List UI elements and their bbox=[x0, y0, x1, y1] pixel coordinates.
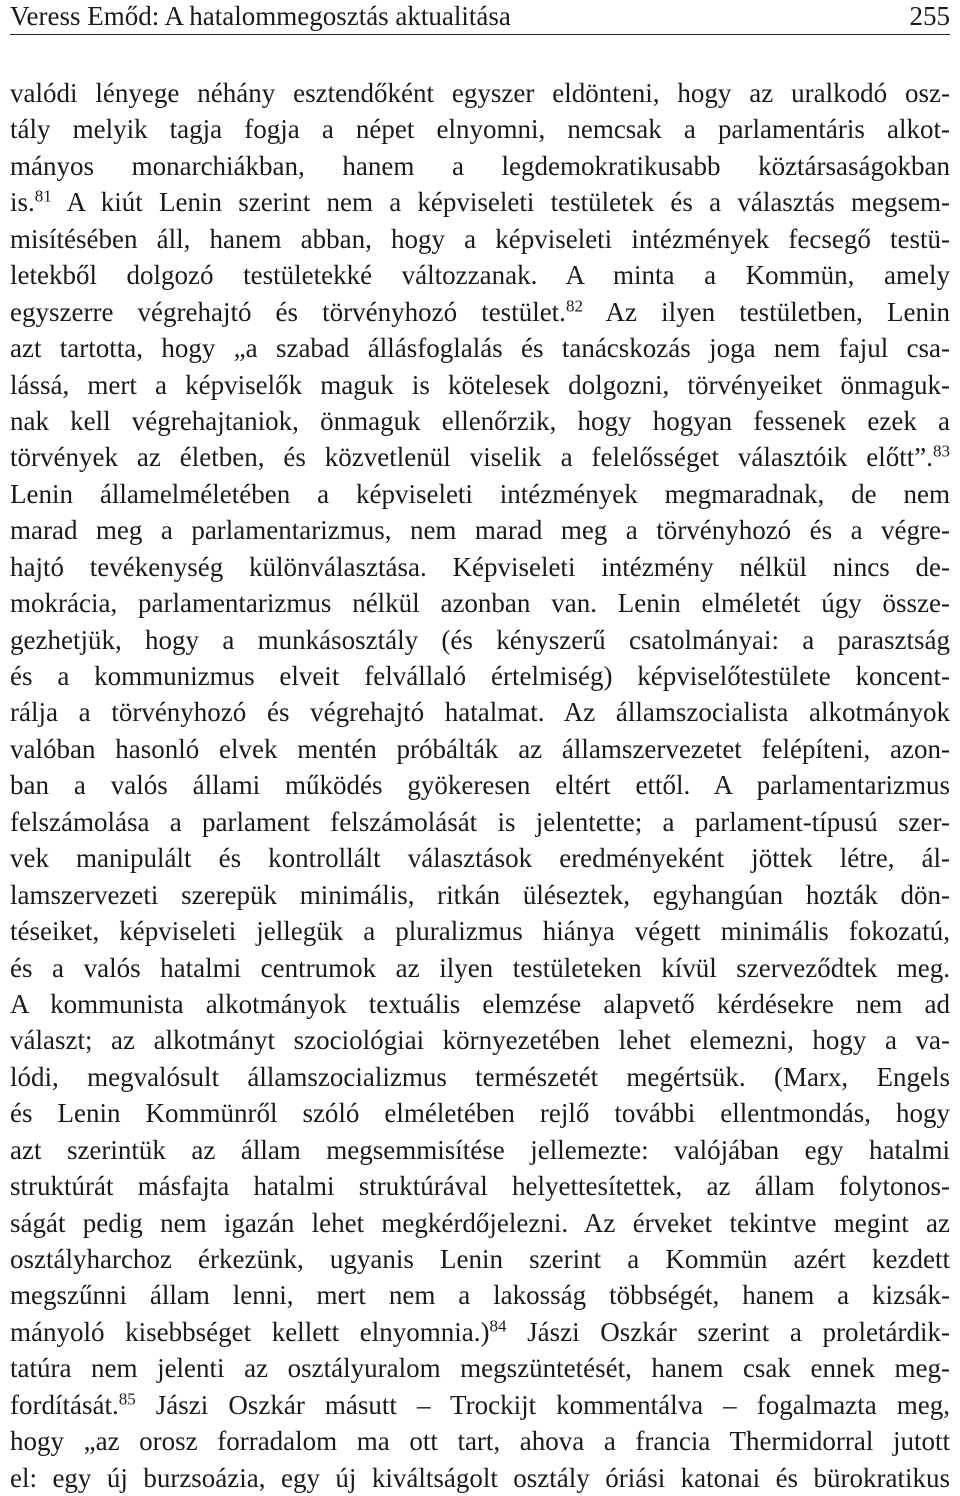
text-run: lódi, megvalósult államszocializmus természetét megértsük. (Marx, Engels bbox=[10, 1061, 950, 1092]
text-line bbox=[10, 1460, 950, 1496]
text-run: téseiket, képviseleti jellegük a pluralizmus hiánya végett minimális fokozatú, bbox=[10, 916, 950, 947]
text-line bbox=[10, 731, 950, 767]
text-run: hogy „az orosz forradalom ma ott tart, ahova a francia Thermidorral jutott bbox=[10, 1426, 950, 1457]
text-run: is. bbox=[10, 187, 35, 218]
text-line bbox=[10, 913, 950, 949]
text-run: Lenin államelméletében a képviseleti intézmények megmaradnak, de nem bbox=[10, 478, 950, 509]
text-run: és Lenin Kommünről szóló elméletében rejlő további ellentmondás, hogy bbox=[10, 1098, 950, 1129]
text-run: és a kommunizmus elveit felvállaló értelmiség) képviselőtestülete koncent- bbox=[10, 661, 950, 691]
text-run: törvények az életben, és közvetlenül viselik a felelősséget választóik előtt”. bbox=[10, 442, 933, 473]
footnote-reference: 84 bbox=[489, 1316, 507, 1336]
footnote-reference: 82 bbox=[565, 296, 583, 316]
text-run: Az ilyen testületben, Lenin bbox=[582, 296, 950, 327]
text-line bbox=[10, 1168, 950, 1204]
text-line bbox=[10, 439, 950, 475]
text-line bbox=[10, 549, 950, 585]
text-run: osztályharchoz érkezünk, ugyanis Lenin szerint a Kommün azért kezdett bbox=[10, 1244, 950, 1274]
text-run: rálja a törvényhozó és végrehajtó hatalmat. Az államszocialista alkotmányok bbox=[10, 697, 950, 728]
text-run: valódi lényege néhány esztendőként egyszer eldönteni, hogy az uralkodó osz- bbox=[10, 78, 950, 108]
text-line bbox=[10, 476, 950, 512]
text-line bbox=[10, 1095, 950, 1131]
text-run: lássá, mert a képviselők maguk is kötelesek dolgozni, törvényeiket önmaguk- bbox=[10, 369, 950, 400]
text-line bbox=[10, 184, 950, 220]
text-run: mányos monarchiákban, hanem a legdemokratikusabb köztársaságokban bbox=[10, 150, 950, 181]
text-line bbox=[10, 1387, 950, 1423]
text-line bbox=[10, 804, 950, 840]
text-run: választ; az alkotmányt szociológiai környezetében lehet elemezni, hogy a va- bbox=[10, 1025, 950, 1056]
text-line bbox=[10, 658, 950, 694]
text-run: vek manipulált és kontrollált választások eredményeként jöttek létre, ál- bbox=[10, 843, 950, 874]
text-run: misítésében áll, hanem abban, hogy a képviseleti intézmények fecsegő testü- bbox=[10, 223, 950, 254]
text-run: Jászi Oszkár másutt – Trockijt kommentálva – fogalmazta meg, bbox=[135, 1389, 950, 1420]
text-run: ban a valós állami működés gyökeresen eltért ettől. A parlamentarizmus bbox=[10, 770, 950, 801]
text-line bbox=[10, 330, 950, 366]
text-line bbox=[10, 694, 950, 730]
text-line bbox=[10, 148, 950, 184]
text-line bbox=[10, 585, 950, 621]
text-line bbox=[10, 1059, 950, 1095]
text-run: mokrácia, parlamentarizmus nélkül azonban van. Lenin elméletét úgy össze- bbox=[10, 588, 950, 619]
text-run: megszűnni állam lenni, mert nem a lakosság többségét, hanem a kizsák- bbox=[10, 1280, 950, 1311]
text-line bbox=[10, 512, 950, 548]
text-run: el: egy új burzsoázia, egy új kiváltságolt osztály óriási katonai és bürokratikus bbox=[10, 1462, 950, 1493]
text-run: egyszerre végrehajtó és törvényhozó testület. bbox=[10, 296, 566, 327]
text-line bbox=[10, 1241, 950, 1277]
text-line bbox=[10, 1277, 950, 1313]
text-run: tály melyik tagja fogja a népet elnyomni, nemcsak a parlamentáris alkot- bbox=[10, 114, 950, 145]
text-line bbox=[10, 767, 950, 803]
text-run: valóban hasonló elvek mentén próbálták az államszervezetet felépíteni, azon- bbox=[10, 733, 950, 764]
page-header bbox=[10, 0, 950, 35]
text-run: A kommunista alkotmányok textuális elemzése alapvető kérdésekre nem ad bbox=[10, 988, 950, 1019]
text-line bbox=[10, 1132, 950, 1168]
text-run: struktúrát másfajta hatalmi struktúrával helyettesítettek, az állam folytonos- bbox=[10, 1171, 950, 1202]
text-line bbox=[10, 986, 950, 1022]
text-run: marad meg a parlamentarizmus, nem marad meg a törvényhozó és a végre- bbox=[10, 515, 950, 546]
text-line bbox=[10, 367, 950, 403]
running-head: Veress Emőd: A hatalommegosztás aktualitása bbox=[10, 1, 511, 31]
text-run: azt tartotta, hogy „a szabad állásfoglalás és tanácskozás joga nem fajul csa- bbox=[10, 333, 950, 364]
footnote-reference: 83 bbox=[933, 442, 950, 462]
text-run: mányoló kisebbséget kellett elnyomnia.) bbox=[10, 1316, 490, 1347]
text-line bbox=[10, 75, 950, 111]
text-line bbox=[10, 1423, 950, 1459]
text-run: és a valós hatalmi centrumok az ilyen testületeken kívül szerveződtek meg. bbox=[10, 952, 950, 983]
text-line bbox=[10, 840, 950, 876]
body-paragraph bbox=[10, 75, 950, 1496]
text-line bbox=[10, 1350, 950, 1386]
text-line bbox=[10, 1022, 950, 1058]
text-run: nak kell végrehajtaniok, önmaguk ellenőrzik, hogy hogyan fessenek ezek a bbox=[10, 405, 950, 436]
text-line bbox=[10, 257, 950, 293]
text-line bbox=[10, 403, 950, 439]
text-run: gezhetjük, hogy a munkásosztály (és kényszerű csatolmányai: a parasztság bbox=[10, 624, 950, 655]
text-line bbox=[10, 294, 950, 330]
text-run: Jászi Oszkár szerint a proletárdik- bbox=[506, 1316, 950, 1347]
text-line bbox=[10, 877, 950, 913]
text-run: letekből dolgozó testületekké változzanak. A minta a Kommün, amely bbox=[10, 260, 950, 291]
text-run: hajtó tevékenység különválasztása. Képviseleti intézmény nélkül nincs de- bbox=[10, 551, 950, 582]
text-line bbox=[10, 1314, 950, 1350]
text-run: ságát pedig nem igazán lehet megkérdőjelezni. Az érveket tekintve megint az bbox=[10, 1207, 950, 1238]
text-run: fordítását. bbox=[10, 1389, 119, 1420]
text-run: azt szerintük az állam megsemmisítése jellemezte: valójában egy hatalmi bbox=[10, 1134, 950, 1165]
text-line bbox=[10, 221, 950, 257]
footnote-reference: 85 bbox=[118, 1389, 136, 1409]
text-run: felszámolása a parlament felszámolását is jelentette; a parlament-típusú szer- bbox=[10, 806, 950, 837]
page-number: 255 bbox=[909, 1, 950, 31]
text-run: lamszervezeti szerepük minimális, ritkán üléseztek, egyhangúan hozták dön- bbox=[10, 879, 950, 910]
footnote-reference: 81 bbox=[34, 186, 52, 206]
text-line bbox=[10, 950, 950, 986]
text-run: tatúra nem jelenti az osztályuralom megszüntetését, hanem csak ennek meg- bbox=[10, 1353, 950, 1384]
text-run: A kiút Lenin szerint nem a képviseleti testületek és a választás megsem- bbox=[51, 187, 950, 218]
text-line bbox=[10, 111, 950, 147]
text-line bbox=[10, 1205, 950, 1241]
text-line bbox=[10, 622, 950, 658]
